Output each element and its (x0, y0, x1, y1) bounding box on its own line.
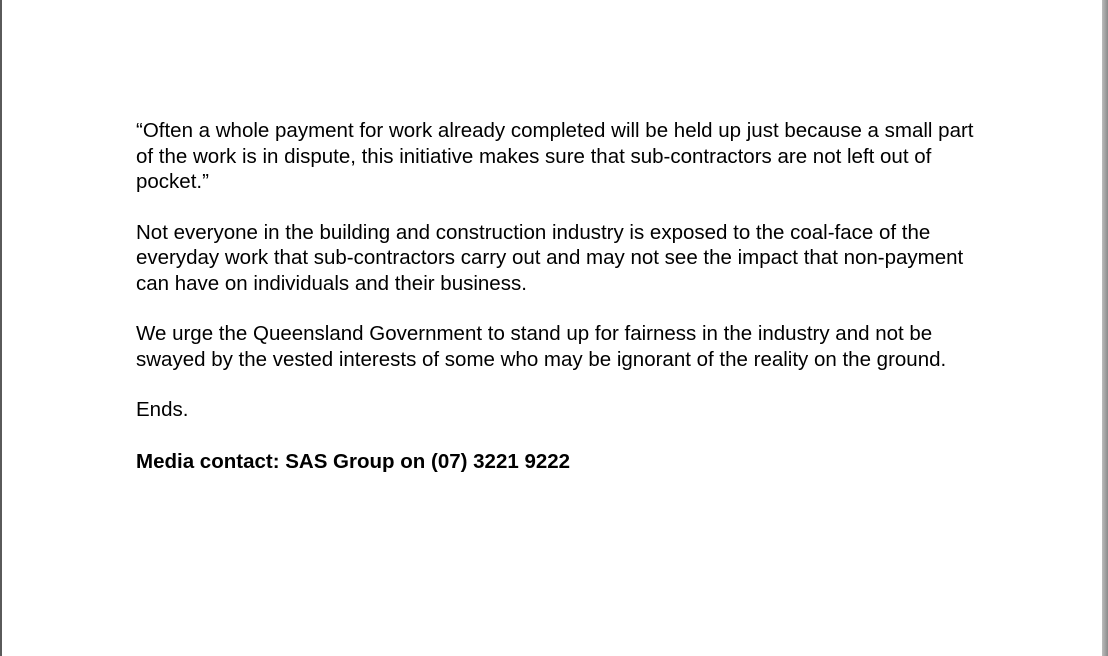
government-paragraph: We urge the Queensland Government to stand up for fairness in the industry and not be swayed by the vested interests of some who may be ignorant of the reality on the ground. (136, 322, 947, 371)
ends-text: Ends. (136, 398, 189, 421)
industry-paragraph: Not everyone in the building and construction industry is exposed to the coal-face of the everyday work that sub-contractors carry out and may not see the impact that non-payment can have on individuals and their business. (136, 220, 964, 295)
viewer-left-border (0, 0, 2, 656)
document-page (136, 118, 986, 474)
media-contact: Media contact: SAS Group on (07) 3221 9222 (136, 449, 571, 473)
quote-paragraph: “Often a whole payment for work already completed will be held up just because a small part of the work is in dispute, this initiative makes sure that sub-contractors are not left out of pocket.” (136, 119, 974, 193)
viewer-right-border (1102, 0, 1108, 656)
